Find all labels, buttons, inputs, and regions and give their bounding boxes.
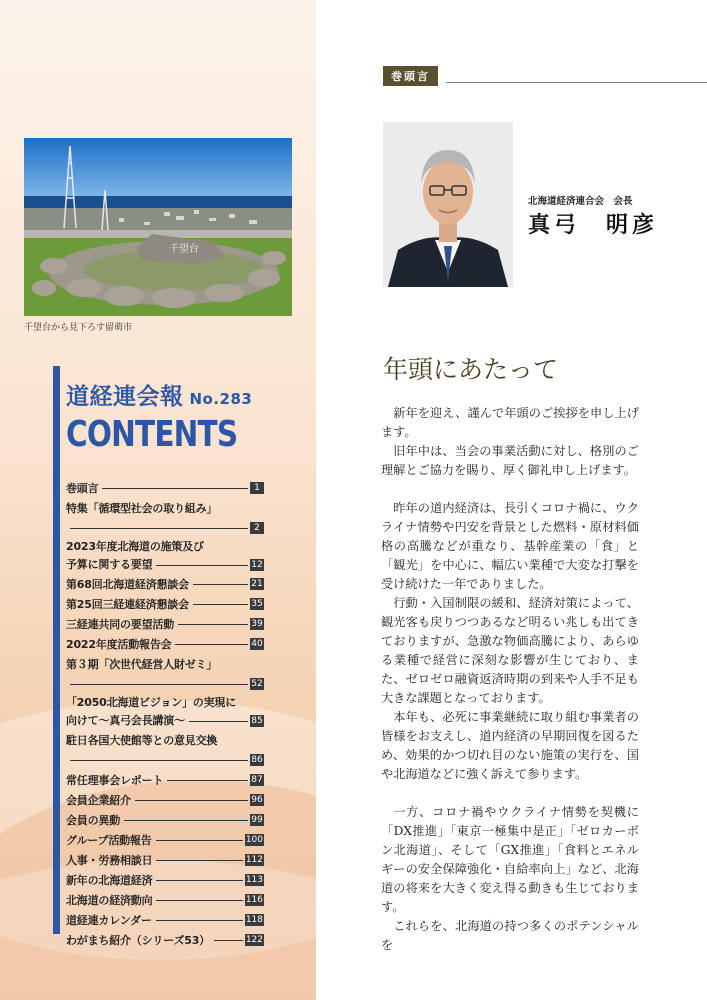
leader-line [156, 900, 242, 901]
toc-item-label: 三経連共同の要望活動 [66, 618, 174, 631]
toc-item[interactable] [66, 594, 264, 614]
leader-line [175, 644, 248, 645]
article-paragraph: 旧年中は、当会の事業活動に対し、格別のご理解とご協力を賜り、厚く御礼申し上げます。 [381, 444, 639, 477]
toc-page-number: 116 [245, 895, 263, 905]
toc-item-continuation [66, 750, 264, 770]
leader-line [214, 940, 243, 941]
leader-line [167, 780, 248, 781]
leader-line [193, 604, 248, 605]
cover-photo [24, 138, 292, 316]
toc-item-tail [66, 556, 264, 574]
toc-item-label: 常任理事会レポート [66, 774, 164, 787]
author-portrait [383, 122, 513, 287]
issue-number: No.283 [189, 390, 253, 408]
author-organization: 北海道経済連合会 会長 [528, 196, 633, 207]
portrait-illustration [383, 122, 513, 287]
toc-item[interactable] [66, 634, 264, 654]
toc-item-label: 巻頭言 [66, 482, 99, 495]
toc-item-label: 2023年度北海道の施策及び [66, 540, 204, 553]
toc-item[interactable] [66, 538, 264, 574]
toc-item-label: 会員企業紹介 [66, 794, 131, 807]
contents-accent-bar [53, 366, 60, 934]
toc-item-label: 駐日各国大使館等との意見交換 [66, 734, 218, 747]
toc-item[interactable] [66, 930, 264, 950]
leader-line [156, 840, 243, 841]
article-title: 年頭にあたって [383, 355, 559, 384]
toc-item-label: 予算に関する要望 [66, 558, 153, 571]
article-paragraph: 昨年の道内経済は、長引くコロナ禍に、ウクライナ情勢や円安を背景とした燃料・原材料価格の高騰などが重なり、基幹産業の「食」と「観光」を中心に、幅広い業種で大変な打撃を受け続けた一年でありました。 [381, 501, 639, 591]
toc-item-label: 第３期「次世代経営人財ゼミ」 [66, 658, 218, 671]
article-paragraph: 新年を迎え、謹んで年頭のご挨拶を申し上げます。 [381, 406, 639, 439]
toc-page-number: 122 [245, 935, 263, 945]
toc-item[interactable] [66, 870, 264, 890]
leader-line [124, 820, 248, 821]
leader-line [156, 860, 242, 861]
leader-line [70, 760, 248, 761]
toc-page-number: 12 [251, 560, 263, 570]
leader-line [193, 584, 248, 585]
toc-item-continuation [66, 674, 264, 694]
magazine-name: 道経連会報 [66, 384, 184, 410]
toc-item-label: グループ活動報告 [66, 834, 152, 847]
toc-item-label: 北海道の経済動向 [66, 894, 153, 907]
toc-page-number: 21 [251, 579, 263, 589]
leader-line [102, 488, 248, 489]
toc-page-number: 87 [251, 775, 263, 785]
toc-page-number: 40 [251, 639, 263, 649]
leader-line [70, 684, 248, 685]
landscape-illustration [24, 138, 292, 316]
table-of-contents [66, 478, 264, 950]
author-name: 真弓 明彦 [528, 213, 659, 238]
toc-item[interactable] [66, 890, 264, 910]
toc-page-number: 112 [245, 855, 263, 865]
toc-item[interactable] [66, 574, 264, 594]
section-label: 巻頭言 [383, 66, 438, 86]
leader-line [135, 800, 248, 801]
monument-text: 千望台 [169, 244, 199, 255]
article-body [381, 404, 639, 955]
article-paragraph: 一方、コロナ禍やウクライナ情勢を契機に「DX推進」「東京一極集中是正」「ゼロカーボン北海道」、そして「GX推進」「食料とエネルギーの安全保障強化・自給率向上」など、北海道の将来を大きく変え得る動きも生じております。 [381, 805, 639, 914]
toc-page-number: 86 [251, 755, 263, 765]
leader-line [178, 624, 248, 625]
toc-page-number: 52 [251, 679, 263, 689]
photo-caption: 千望台から見下ろす留萌市 [24, 323, 133, 333]
toc-item-tail [66, 712, 264, 730]
toc-item-label: 第25回三経連経済懇談会 [66, 598, 189, 611]
magazine-title [66, 378, 252, 411]
toc-item-label: 2022年度活動報告会 [66, 638, 172, 651]
toc-item[interactable] [66, 498, 264, 518]
toc-item[interactable] [66, 770, 264, 790]
leader-line [189, 721, 248, 722]
leader-line [156, 880, 242, 881]
toc-item[interactable] [66, 810, 264, 830]
toc-item[interactable] [66, 730, 264, 750]
toc-item-label: 道経連カレンダー [66, 914, 152, 927]
toc-page-number: 96 [251, 795, 263, 805]
toc-item-label: 向けて〜真弓会長講演〜 [66, 714, 185, 727]
article-paragraph: これらを、北海道の持つ多くのポテンシャルを [381, 919, 639, 952]
toc-item-label: 新年の北海道経済 [66, 874, 153, 887]
leader-line [70, 528, 248, 529]
toc-item[interactable] [66, 790, 264, 810]
toc-item-label: 第68回北海道経済懇談会 [66, 578, 189, 591]
contents-heading: CONTENTS [66, 414, 238, 455]
toc-item-label: 「2050北海道ビジョン」の実現に [66, 696, 236, 709]
toc-item[interactable] [66, 910, 264, 930]
toc-item[interactable] [66, 478, 264, 498]
toc-item-label: 会員の異動 [66, 814, 120, 827]
toc-page-number: 1 [250, 482, 264, 494]
toc-item-continuation [66, 518, 264, 538]
toc-page-number: 99 [251, 815, 263, 825]
toc-item[interactable] [66, 694, 264, 730]
toc-page-number: 113 [245, 875, 263, 885]
article-paragraph: 行動・入国制限の緩和、経済対策によって、観光客も戻りつつあるなど明るい兆しも出てきておりますが、急激な物価高騰により、あらゆる業種で経営に深刻な影響が生じており、また、ゼロゼロ融資返済時期の到来や人手不足も大きな課題となっております。 [381, 596, 639, 705]
leader-line [156, 920, 243, 921]
toc-item[interactable] [66, 614, 264, 634]
toc-page-number: 100 [245, 835, 263, 845]
toc-item[interactable] [66, 850, 264, 870]
toc-item[interactable] [66, 654, 264, 674]
article-paragraph: 本年も、必死に事業継続に取り組む事業者の皆様をお支えし、道内経済の早期回復を図るため、効果的かつ切れ目のない施策の実行を、国や北海道などに強く訴えて参ります。 [381, 710, 639, 781]
toc-item-label: 特集「循環型社会の取り組み」 [66, 502, 218, 515]
toc-item-label: 人事・労務相談日 [66, 854, 153, 867]
toc-page-number: 39 [251, 619, 263, 629]
toc-item-label: わがまち紹介（シリーズ53） [66, 934, 210, 947]
leader-line [156, 565, 248, 566]
toc-page-number: 2 [250, 522, 264, 534]
toc-page-number: 35 [251, 599, 263, 609]
toc-page-number: 118 [245, 915, 263, 925]
toc-page-number: 85 [251, 716, 263, 726]
toc-item[interactable] [66, 830, 264, 850]
header-rule [446, 82, 707, 83]
